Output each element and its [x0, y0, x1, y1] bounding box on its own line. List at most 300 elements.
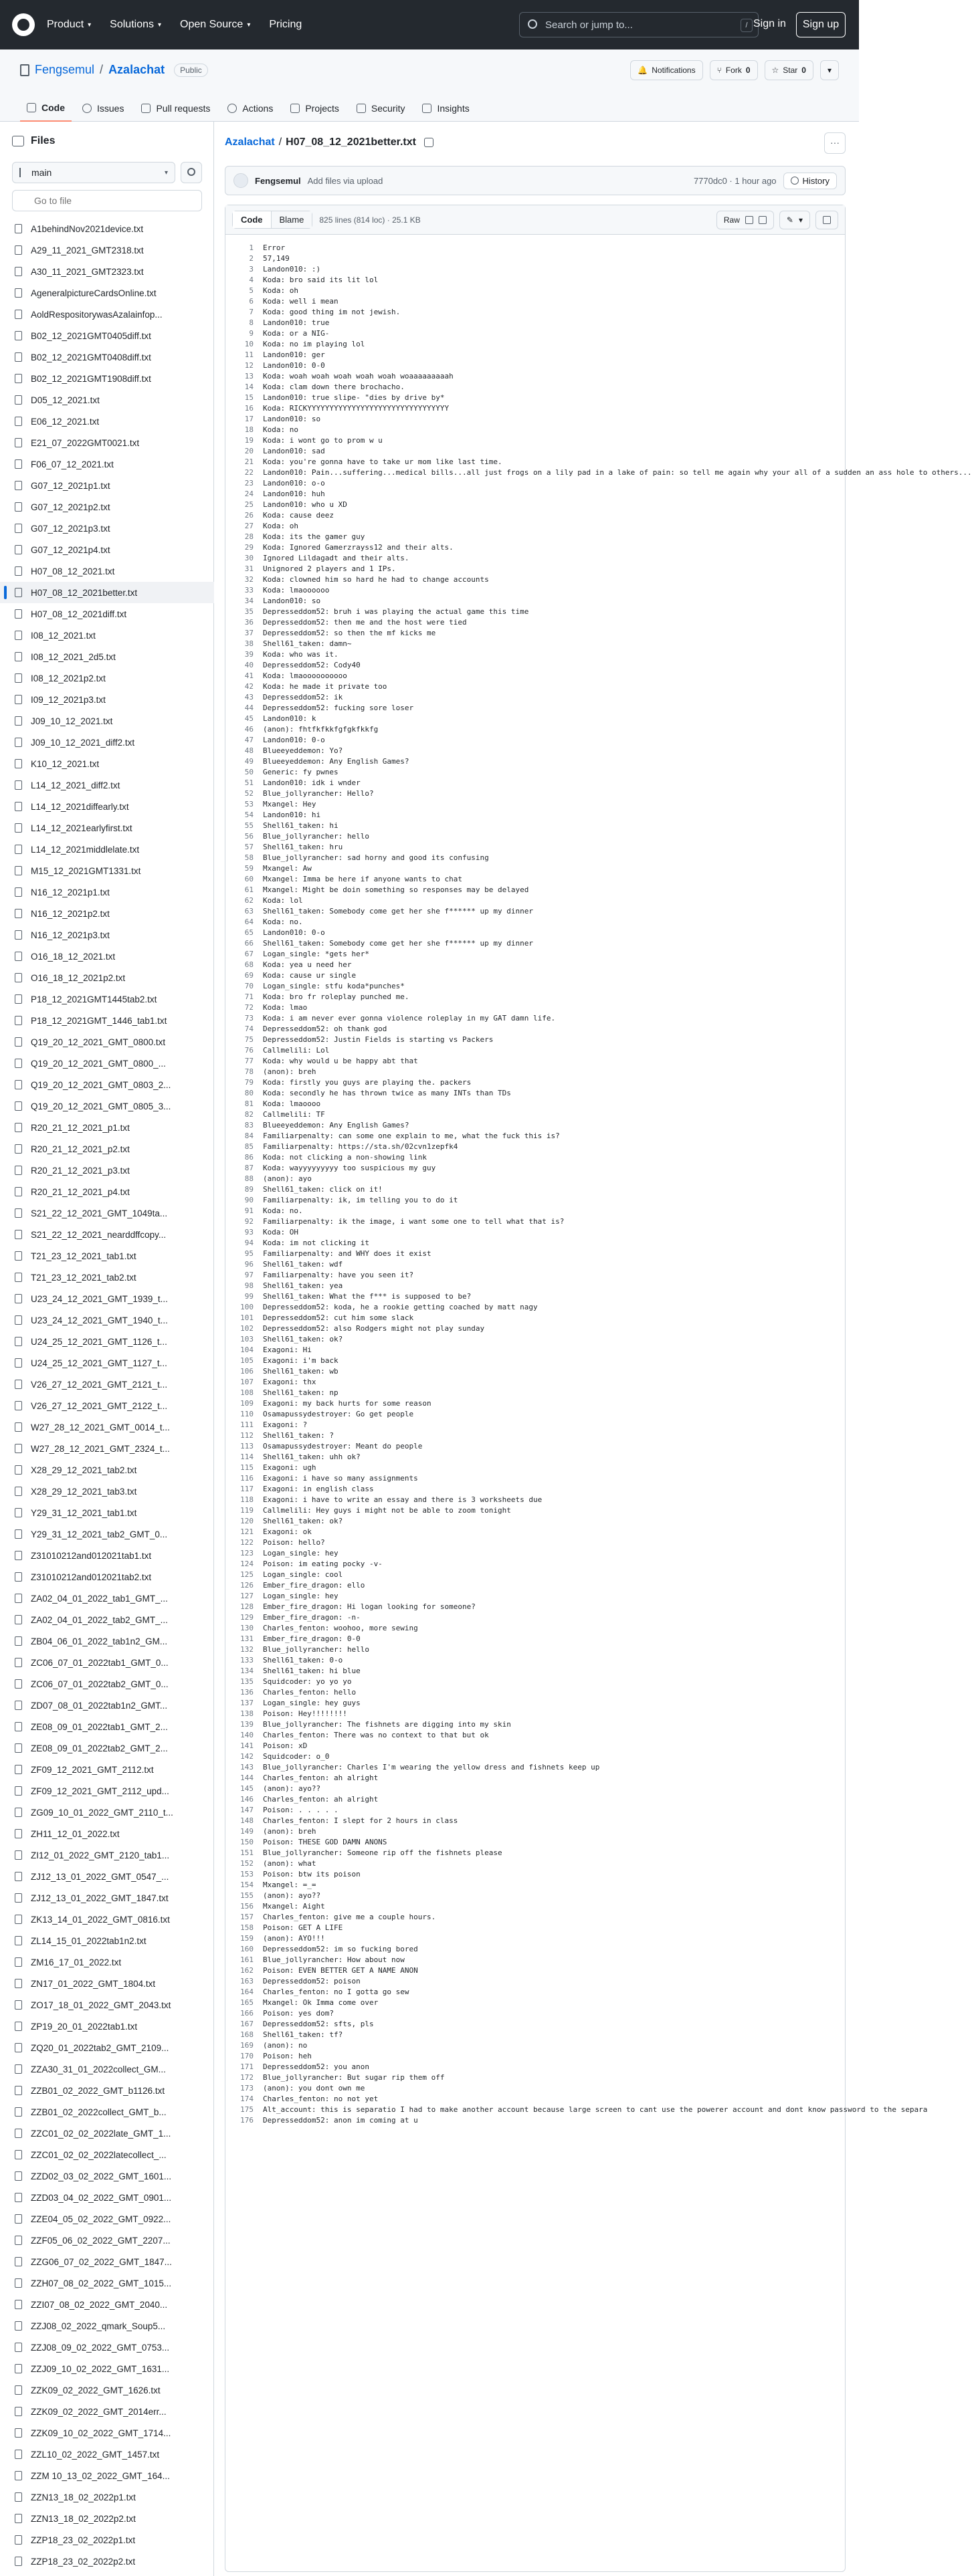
file-tree-item[interactable] [0, 625, 214, 646]
file-tree-item[interactable] [0, 1652, 214, 1673]
file-tree-item[interactable] [0, 2037, 214, 2058]
copy-icon[interactable] [424, 138, 433, 147]
line-number[interactable]: 40 [244, 661, 254, 669]
file-tree-item[interactable] [0, 689, 214, 710]
line-number[interactable]: 172 [240, 2073, 254, 2082]
line-number[interactable]: 95 [244, 1249, 254, 1258]
line-number[interactable]: 55 [244, 821, 254, 830]
file-tree-item[interactable] [0, 1823, 214, 1844]
edit-button[interactable] [779, 211, 810, 229]
file-tree-item[interactable] [0, 325, 214, 346]
file-tree-item[interactable] [0, 603, 214, 625]
line-number[interactable]: 86 [244, 1153, 254, 1162]
line-number[interactable]: 48 [244, 746, 254, 755]
line-number[interactable]: 125 [240, 1570, 254, 1579]
line-number[interactable]: 155 [240, 1891, 254, 1900]
file-tree-item[interactable] [0, 2230, 214, 2251]
line-number[interactable]: 159 [240, 1934, 254, 1943]
line-number[interactable]: 82 [244, 1110, 254, 1119]
line-number[interactable]: 64 [244, 918, 254, 926]
line-number[interactable]: 120 [240, 1517, 254, 1525]
line-number[interactable]: 128 [240, 1602, 254, 1611]
line-number[interactable]: 94 [244, 1239, 254, 1247]
line-number[interactable]: 132 [240, 1645, 254, 1654]
file-tree-item[interactable] [0, 839, 214, 860]
file-tree-item[interactable] [0, 796, 214, 817]
line-number[interactable]: 78 [244, 1067, 254, 1076]
line-number[interactable]: 27 [244, 522, 254, 530]
file-tree-item[interactable] [0, 218, 214, 239]
line-number[interactable]: 7 [249, 308, 254, 316]
line-number[interactable]: 3 [249, 265, 254, 274]
line-number[interactable]: 93 [244, 1228, 254, 1237]
line-number[interactable]: 9 [249, 329, 254, 338]
file-tree-item[interactable] [0, 2358, 214, 2379]
file-tree-item[interactable] [0, 1673, 214, 1695]
line-number[interactable]: 110 [240, 1410, 254, 1418]
line-number[interactable]: 57 [244, 843, 254, 851]
line-number[interactable]: 43 [244, 693, 254, 702]
line-number[interactable]: 62 [244, 896, 254, 905]
file-tree-item[interactable] [0, 1245, 214, 1267]
commit-hash-time[interactable]: 7770dc0 · 1 hour ago [693, 175, 777, 186]
file-tree-item[interactable] [0, 2016, 214, 2037]
file-tree-item[interactable] [0, 924, 214, 946]
line-number[interactable]: 133 [240, 1656, 254, 1665]
tab-issues[interactable]: Issues [76, 95, 130, 122]
menu-pricing[interactable]: Pricing [269, 19, 302, 30]
line-number[interactable]: 33 [244, 586, 254, 595]
file-tree-item[interactable] [0, 2529, 214, 2551]
raw-button[interactable]: Raw [716, 211, 774, 229]
file-tree-item[interactable] [0, 389, 214, 411]
line-number[interactable]: 163 [240, 1977, 254, 1985]
commit-message[interactable]: Add files via upload [307, 175, 383, 186]
tab-pull-requests[interactable]: Pull requests [134, 95, 217, 122]
line-number[interactable]: 4 [249, 276, 254, 284]
line-number[interactable]: 71 [244, 992, 254, 1001]
star-dropdown-button[interactable] [820, 60, 839, 80]
line-number[interactable]: 81 [244, 1099, 254, 1108]
line-number[interactable]: 32 [244, 575, 254, 584]
commit-author[interactable]: Fengsemul [255, 175, 301, 186]
line-number[interactable]: 145 [240, 1784, 254, 1793]
file-tree-item[interactable] [0, 1010, 214, 1031]
symbols-panel-button[interactable] [815, 211, 838, 229]
line-number[interactable]: 107 [240, 1378, 254, 1386]
file-tree-item[interactable] [0, 2315, 214, 2337]
file-tree-item[interactable] [0, 2208, 214, 2230]
file-tree-item[interactable] [0, 1951, 214, 1973]
line-number[interactable]: 15 [244, 393, 254, 402]
github-logo-icon[interactable] [12, 13, 35, 36]
file-tree-item[interactable] [0, 2294, 214, 2315]
file-tree-item[interactable] [0, 1459, 214, 1481]
file-tree-item[interactable] [0, 1759, 214, 1780]
line-number[interactable]: 16 [244, 404, 254, 413]
file-tree-item[interactable] [0, 1309, 214, 1331]
repo-name-link[interactable]: Azalachat [108, 63, 165, 76]
line-number[interactable]: 22 [244, 468, 254, 477]
tab-actions[interactable]: Actions [221, 95, 280, 122]
file-tree-item[interactable] [0, 1930, 214, 1951]
line-number[interactable]: 84 [244, 1132, 254, 1140]
line-number[interactable]: 101 [240, 1313, 254, 1322]
line-number[interactable]: 92 [244, 1217, 254, 1226]
line-number[interactable]: 83 [244, 1121, 254, 1130]
file-tree-item[interactable] [0, 539, 214, 560]
blame-view-button[interactable]: Blame [272, 211, 312, 228]
line-number[interactable]: 149 [240, 1827, 254, 1836]
file-tree-item[interactable] [0, 1909, 214, 1930]
tab-security[interactable]: Security [350, 95, 412, 122]
tab-insights[interactable]: Insights [415, 95, 476, 122]
file-tree-item[interactable] [0, 261, 214, 282]
file-tree-item[interactable] [0, 496, 214, 518]
line-number[interactable]: 147 [240, 1806, 254, 1814]
line-number[interactable]: 164 [240, 1988, 254, 1996]
line-number[interactable]: 59 [244, 864, 254, 873]
file-tree-item[interactable] [0, 646, 214, 667]
line-number[interactable]: 18 [244, 425, 254, 434]
breadcrumb-repo-link[interactable]: Azalachat [225, 136, 275, 148]
file-tree-item[interactable] [0, 1844, 214, 1866]
line-number[interactable]: 100 [240, 1303, 254, 1311]
file-tree-item[interactable] [0, 453, 214, 475]
line-number[interactable]: 157 [240, 1913, 254, 1921]
line-number[interactable]: 102 [240, 1324, 254, 1333]
menu-open-source[interactable]: Open Source ▾ [180, 19, 251, 30]
line-number[interactable]: 116 [240, 1474, 254, 1483]
line-number[interactable]: 161 [240, 1955, 254, 1964]
line-number[interactable]: 111 [240, 1420, 254, 1429]
line-number[interactable]: 104 [240, 1346, 254, 1354]
line-number[interactable]: 121 [240, 1527, 254, 1536]
file-tree-item[interactable] [0, 411, 214, 432]
fork-button[interactable]: ⑂ Fork 0 [710, 60, 758, 80]
file-tree-item[interactable] [0, 860, 214, 881]
line-number[interactable]: 137 [240, 1699, 254, 1707]
line-number[interactable]: 2 [249, 254, 254, 263]
line-number[interactable]: 87 [244, 1164, 254, 1172]
line-number[interactable]: 69 [244, 971, 254, 980]
line-number[interactable]: 17 [244, 415, 254, 423]
line-number[interactable]: 75 [244, 1035, 254, 1044]
line-number[interactable]: 142 [240, 1752, 254, 1761]
file-tree-item[interactable] [0, 988, 214, 1010]
line-number[interactable]: 37 [244, 629, 254, 637]
line-number[interactable]: 24 [244, 490, 254, 498]
line-number[interactable]: 89 [244, 1185, 254, 1194]
line-number[interactable]: 124 [240, 1560, 254, 1568]
line-number[interactable]: 6 [249, 297, 254, 306]
file-tree-item[interactable] [0, 774, 214, 796]
line-number[interactable]: 148 [240, 1816, 254, 1825]
line-number[interactable]: 158 [240, 1923, 254, 1932]
file-tree-item[interactable] [0, 1095, 214, 1117]
file-tree-item[interactable] [0, 1288, 214, 1309]
line-number[interactable]: 49 [244, 757, 254, 766]
line-number[interactable]: 108 [240, 1388, 254, 1397]
line-number[interactable]: 151 [240, 1848, 254, 1857]
line-number[interactable]: 117 [240, 1485, 254, 1493]
file-tree-item[interactable] [0, 1545, 214, 1566]
line-number[interactable]: 39 [244, 650, 254, 659]
line-number[interactable]: 41 [244, 671, 254, 680]
file-tree-item[interactable] [0, 2251, 214, 2272]
file-tree-item[interactable] [0, 2080, 214, 2101]
file-tree-item[interactable] [0, 2101, 214, 2123]
file-tree-item[interactable] [0, 2508, 214, 2529]
file-tree-item[interactable] [0, 1117, 214, 1138]
line-number[interactable]: 52 [244, 789, 254, 798]
file-tree-item[interactable] [0, 2465, 214, 2486]
line-number[interactable]: 88 [244, 1174, 254, 1183]
file-tree-item[interactable] [0, 582, 214, 603]
line-number[interactable]: 96 [244, 1260, 254, 1269]
line-number[interactable]: 11 [244, 350, 254, 359]
line-number[interactable]: 72 [244, 1003, 254, 1012]
file-tree-item[interactable] [0, 2187, 214, 2208]
file-tree-item[interactable] [0, 368, 214, 389]
file-tree-item[interactable] [0, 903, 214, 924]
star-button[interactable]: ☆ Star 0 [765, 60, 813, 80]
line-number[interactable]: 99 [244, 1292, 254, 1301]
file-tree-item[interactable] [0, 1523, 214, 1545]
line-number[interactable]: 54 [244, 811, 254, 819]
line-number[interactable]: 152 [240, 1859, 254, 1868]
line-number[interactable]: 29 [244, 543, 254, 552]
line-number[interactable]: 73 [244, 1014, 254, 1023]
file-tree-item[interactable] [0, 2272, 214, 2294]
sidebar-collapse-icon[interactable] [12, 136, 24, 146]
line-number[interactable]: 115 [240, 1463, 254, 1472]
line-number[interactable]: 35 [244, 607, 254, 616]
line-number[interactable]: 65 [244, 928, 254, 937]
line-number[interactable]: 90 [244, 1196, 254, 1204]
file-tree-item[interactable] [0, 1160, 214, 1181]
line-number[interactable]: 85 [244, 1142, 254, 1151]
file-tree-item[interactable] [0, 1737, 214, 1759]
line-number[interactable]: 47 [244, 736, 254, 744]
line-number[interactable]: 118 [240, 1495, 254, 1504]
line-number[interactable]: 1 [249, 243, 254, 252]
line-number[interactable]: 68 [244, 960, 254, 969]
line-number[interactable]: 129 [240, 1613, 254, 1622]
line-number[interactable]: 12 [244, 361, 254, 370]
line-number[interactable]: 175 [240, 2105, 254, 2114]
file-tree-item[interactable] [0, 2401, 214, 2422]
file-tree-item[interactable] [0, 1031, 214, 1053]
line-number[interactable]: 56 [244, 832, 254, 841]
line-number[interactable]: 173 [240, 2084, 254, 2092]
file-tree-item[interactable] [0, 967, 214, 988]
line-number[interactable]: 30 [244, 554, 254, 562]
line-number[interactable]: 79 [244, 1078, 254, 1087]
line-number[interactable]: 70 [244, 982, 254, 990]
line-number[interactable]: 20 [244, 447, 254, 455]
more-options-button[interactable]: ··· [824, 132, 846, 154]
line-number[interactable]: 34 [244, 597, 254, 605]
line-number[interactable]: 156 [240, 1902, 254, 1911]
file-tree-item[interactable] [0, 2551, 214, 2572]
file-tree-item[interactable] [0, 2337, 214, 2358]
line-number[interactable]: 165 [240, 1998, 254, 2007]
line-number[interactable]: 167 [240, 2020, 254, 2028]
file-tree-item[interactable] [0, 2486, 214, 2508]
file-tree-item[interactable] [0, 753, 214, 774]
file-tree-item[interactable] [0, 946, 214, 967]
line-number[interactable]: 45 [244, 714, 254, 723]
line-number[interactable]: 106 [240, 1367, 254, 1376]
file-tree-item[interactable] [0, 1502, 214, 1523]
line-number[interactable]: 166 [240, 2009, 254, 2018]
line-number[interactable]: 25 [244, 500, 254, 509]
file-tree-item[interactable] [0, 304, 214, 325]
go-to-file-input[interactable] [12, 190, 202, 211]
line-number[interactable]: 176 [240, 2116, 254, 2125]
repo-owner-link[interactable]: Fengsemul [35, 63, 95, 76]
file-tree-item[interactable] [0, 2379, 214, 2401]
file-tree-item[interactable] [0, 1352, 214, 1374]
line-number[interactable]: 50 [244, 768, 254, 776]
line-number[interactable]: 5 [249, 286, 254, 295]
line-number[interactable]: 58 [244, 853, 254, 862]
line-number[interactable]: 51 [244, 778, 254, 787]
line-number[interactable]: 136 [240, 1688, 254, 1697]
line-number[interactable]: 127 [240, 1592, 254, 1600]
file-tree-item[interactable] [0, 1716, 214, 1737]
line-number[interactable]: 123 [240, 1549, 254, 1558]
line-number[interactable]: 160 [240, 1945, 254, 1953]
sign-in-link[interactable]: Sign in [753, 18, 786, 29]
file-tree-item[interactable] [0, 1780, 214, 1802]
file-tree-item[interactable] [0, 1202, 214, 1224]
line-number[interactable]: 138 [240, 1709, 254, 1718]
file-tree-item[interactable] [0, 667, 214, 689]
line-number[interactable]: 135 [240, 1677, 254, 1686]
file-tree-item[interactable] [0, 1395, 214, 1416]
menu-product[interactable]: Product ▾ [47, 19, 92, 30]
line-number[interactable]: 77 [244, 1057, 254, 1065]
history-button[interactable]: History [783, 173, 837, 189]
line-number[interactable]: 8 [249, 318, 254, 327]
file-tree-item[interactable] [0, 560, 214, 582]
code-view-button[interactable]: Code [233, 211, 272, 228]
line-number[interactable]: 53 [244, 800, 254, 809]
line-number[interactable]: 153 [240, 1870, 254, 1879]
line-number[interactable]: 114 [240, 1453, 254, 1461]
line-number[interactable]: 23 [244, 479, 254, 488]
search-files-button[interactable] [181, 162, 202, 183]
line-number[interactable]: 14 [244, 383, 254, 391]
line-number[interactable]: 113 [240, 1442, 254, 1451]
line-number[interactable]: 134 [240, 1667, 254, 1675]
line-number[interactable]: 141 [240, 1741, 254, 1750]
line-number[interactable]: 150 [240, 1838, 254, 1846]
file-tree-item[interactable] [0, 710, 214, 732]
file-tree-item[interactable] [0, 881, 214, 903]
file-tree-item[interactable] [0, 1416, 214, 1438]
file-tree-item[interactable] [0, 2058, 214, 2080]
line-number[interactable]: 21 [244, 457, 254, 466]
file-tree-item[interactable] [0, 1802, 214, 1823]
file-tree-item[interactable] [0, 817, 214, 839]
line-number[interactable]: 67 [244, 950, 254, 958]
file-tree-item[interactable] [0, 732, 214, 753]
file-tree-item[interactable] [0, 1438, 214, 1459]
file-tree-item[interactable] [0, 2123, 214, 2144]
line-number[interactable]: 97 [244, 1271, 254, 1279]
line-number[interactable]: 103 [240, 1335, 254, 1344]
file-tree-item[interactable] [0, 1074, 214, 1095]
line-number[interactable]: 140 [240, 1731, 254, 1739]
line-number[interactable]: 143 [240, 1763, 254, 1772]
line-number[interactable]: 105 [240, 1356, 254, 1365]
file-tree-item[interactable] [0, 1695, 214, 1716]
line-number[interactable]: 154 [240, 1881, 254, 1889]
line-number[interactable]: 80 [244, 1089, 254, 1097]
sign-up-button[interactable]: Sign up [796, 12, 846, 37]
line-number[interactable]: 174 [240, 2095, 254, 2103]
file-tree-item[interactable] [0, 1331, 214, 1352]
line-number[interactable]: 44 [244, 704, 254, 712]
line-number[interactable]: 139 [240, 1720, 254, 1729]
line-number[interactable]: 31 [244, 564, 254, 573]
file-tree-item[interactable] [0, 475, 214, 496]
line-number[interactable]: 91 [244, 1206, 254, 1215]
file-tree-item[interactable] [0, 1053, 214, 1074]
file-tree-item[interactable] [0, 2422, 214, 2444]
line-number[interactable]: 119 [240, 1506, 254, 1515]
line-number[interactable]: 162 [240, 1966, 254, 1975]
line-number[interactable]: 109 [240, 1399, 254, 1408]
avatar[interactable] [233, 173, 248, 188]
line-number[interactable]: 112 [240, 1431, 254, 1440]
line-number[interactable]: 171 [240, 2062, 254, 2071]
file-tree-item[interactable] [0, 1588, 214, 1609]
line-number[interactable]: 98 [244, 1281, 254, 1290]
file-tree-item[interactable] [0, 1630, 214, 1652]
line-number[interactable]: 46 [244, 725, 254, 734]
file-tree-item[interactable] [0, 518, 214, 539]
line-number[interactable]: 36 [244, 618, 254, 627]
line-number[interactable]: 66 [244, 939, 254, 948]
line-number[interactable]: 10 [244, 340, 254, 348]
file-tree-item[interactable] [0, 2444, 214, 2465]
file-tree-item[interactable] [0, 1267, 214, 1288]
file-tree-item[interactable] [0, 1481, 214, 1502]
line-number[interactable]: 28 [244, 532, 254, 541]
branch-select[interactable]: main ▾ [12, 162, 175, 183]
file-tree-item[interactable] [0, 1138, 214, 1160]
line-number[interactable]: 170 [240, 2052, 254, 2060]
file-tree-item[interactable] [0, 1224, 214, 1245]
line-number[interactable]: 61 [244, 885, 254, 894]
line-number[interactable]: 144 [240, 1774, 254, 1782]
line-number[interactable]: 126 [240, 1581, 254, 1590]
line-number[interactable]: 122 [240, 1538, 254, 1547]
file-tree-item[interactable] [0, 282, 214, 304]
notifications-button[interactable]: 🔔 Notifications [630, 60, 702, 80]
file-tree-item[interactable] [0, 239, 214, 261]
line-number[interactable]: 13 [244, 372, 254, 381]
file-tree-item[interactable] [0, 1609, 214, 1630]
file-tree-item[interactable] [0, 2165, 214, 2187]
menu-solutions[interactable]: Solutions ▾ [110, 19, 162, 30]
file-tree-item[interactable] [0, 1181, 214, 1202]
file-tree-item[interactable] [0, 1887, 214, 1909]
